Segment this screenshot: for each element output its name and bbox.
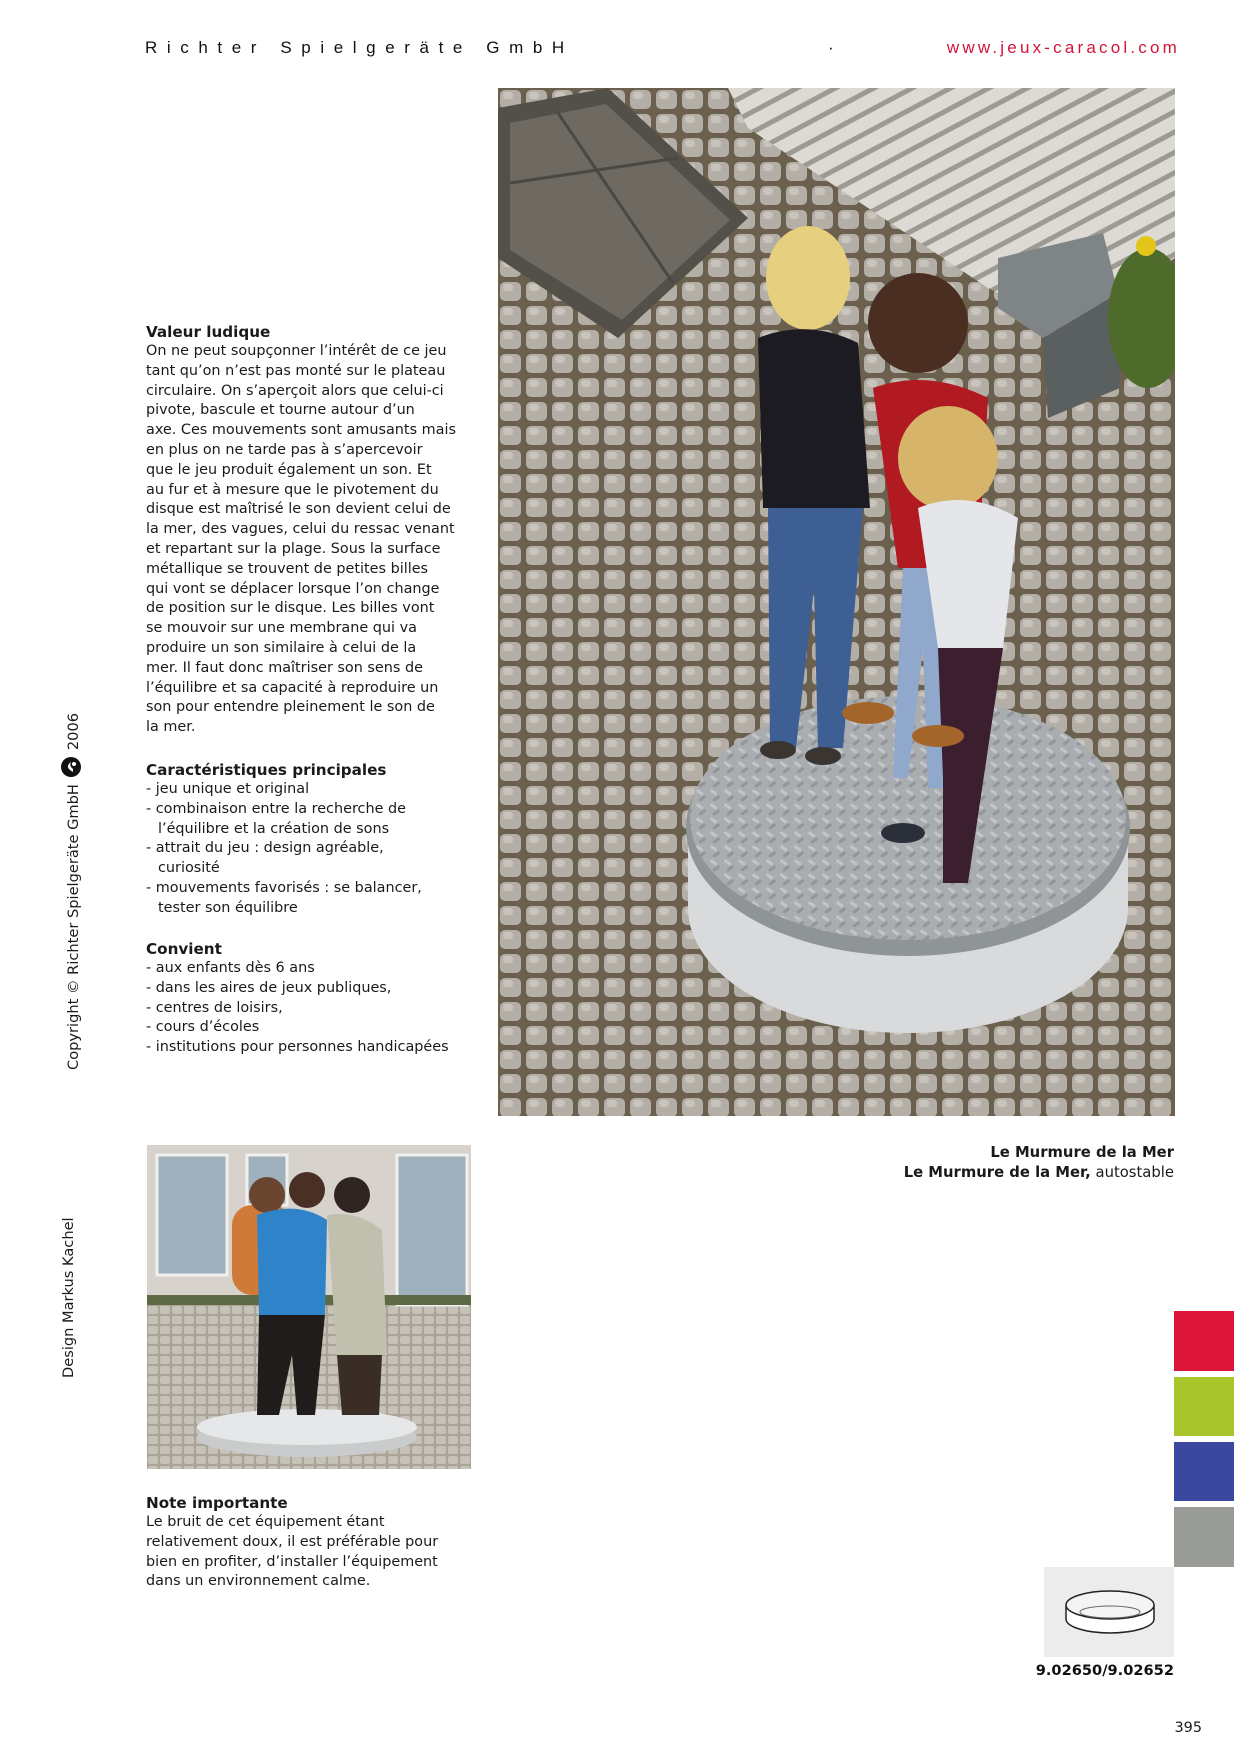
section-convient (146, 939, 476, 1058)
photo-caption (904, 1143, 1174, 1183)
color-swatch-gray (1174, 1507, 1234, 1567)
section-caracteristiques (146, 760, 476, 919)
list-item: - aux enfants dès 6 ans (146, 960, 315, 976)
list-item: - institutions pour personnes handicapées (146, 1039, 449, 1056)
list-item-continuation: l’équilibre et la création de sons (158, 820, 390, 837)
list-item-text: - jeu unique et original (146, 781, 310, 797)
section-valeur-ludique (146, 322, 476, 738)
copyright-year: 2006 (64, 712, 82, 751)
list-item (146, 879, 476, 919)
header-separator: · (828, 38, 834, 57)
header-website-link[interactable]: www.jeux-caracol.com (946, 38, 1180, 57)
caption-subtitle (904, 1163, 1174, 1183)
caption-subtitle-rest: autostable (1090, 1164, 1174, 1181)
copyright-vertical (60, 713, 86, 1070)
list-item-continuation: curiosité (158, 860, 220, 877)
page-number: 395 (1174, 1720, 1202, 1736)
section-body-note: Le bruit de cet équipement étant relativement doux, il est préférable pour bien en profiter, d’installer l’équipement dans un environnement calme. (146, 1514, 439, 1590)
list-item (146, 839, 476, 879)
richter-logo-icon (60, 756, 86, 778)
list-item: - centres de loisirs, (146, 999, 283, 1016)
header-company-name: Richter Spielgeräte GmbH (145, 38, 574, 57)
list-item-text: - combinaison entre la recherche de (146, 800, 406, 817)
list-item-continuation: tester son équilibre (158, 899, 298, 916)
section-title-convient: Convient (146, 940, 222, 958)
section-note-importante (146, 1493, 476, 1592)
product-code: 9.02650/9.02652 (1035, 1662, 1174, 1679)
list-item-text: - attrait du jeu : design agréable, (146, 840, 384, 857)
product-drawing-thumbnail (1044, 1567, 1174, 1657)
caption-subtitle-bold: Le Murmure de la Mer, (903, 1164, 1091, 1181)
list-item: - dans les aires de jeux publiques, (146, 979, 392, 996)
section-title-caracteristiques: Caractéristiques principales (146, 761, 387, 779)
list-item (146, 780, 476, 800)
main-product-photo (498, 88, 1175, 1116)
list-item-text: - mouvements favorisés : se balancer, (146, 879, 422, 896)
color-swatch-blue (1174, 1442, 1234, 1501)
list-item: - cours d’écoles (146, 1019, 260, 1036)
list-item (146, 800, 476, 840)
color-swatch-green (1174, 1377, 1234, 1436)
design-credit-vertical: Design Markus Kachel (60, 1217, 77, 1378)
secondary-product-photo (147, 1145, 471, 1469)
copyright-text: Copyright © Richter Spielgeräte GmbH (64, 784, 82, 1070)
section-title-note: Note importante (146, 1494, 288, 1512)
color-swatch-red (1174, 1311, 1234, 1371)
section-body-valeur-ludique: On ne peut soupçonner l’intérêt de ce jeu tant qu’on n’est pas monté sur le plateau circulaire. On s’aperçoit alors que celui-ci pivote, bascule et tourne autour d’un axe. Ces mouvements sont amusants mais en plus on ne tarde pas à s’apercevoir que le jeu produit également un son. Et au fur et à mesure que le pivotement du disque est maîtrisé le son devient celui de la mer, des vagues, celui du ressac venant et repartant sur la plage. Sous la surface métallique se trouvent de petites billes qui vont se déplacer lorsque l’on change de position sur le disque. Les billes vont se mouvoir sur une membrane qui va produire un son similaire à celui de la mer. Il faut donc maîtriser son sens de l’équilibre et sa capacité à reproduire un son pour entendre pleinement le son de la mer. (146, 343, 456, 736)
caption-title: Le Murmure de la Mer (990, 1144, 1174, 1161)
section-title-valeur-ludique: Valeur ludique (146, 323, 271, 341)
